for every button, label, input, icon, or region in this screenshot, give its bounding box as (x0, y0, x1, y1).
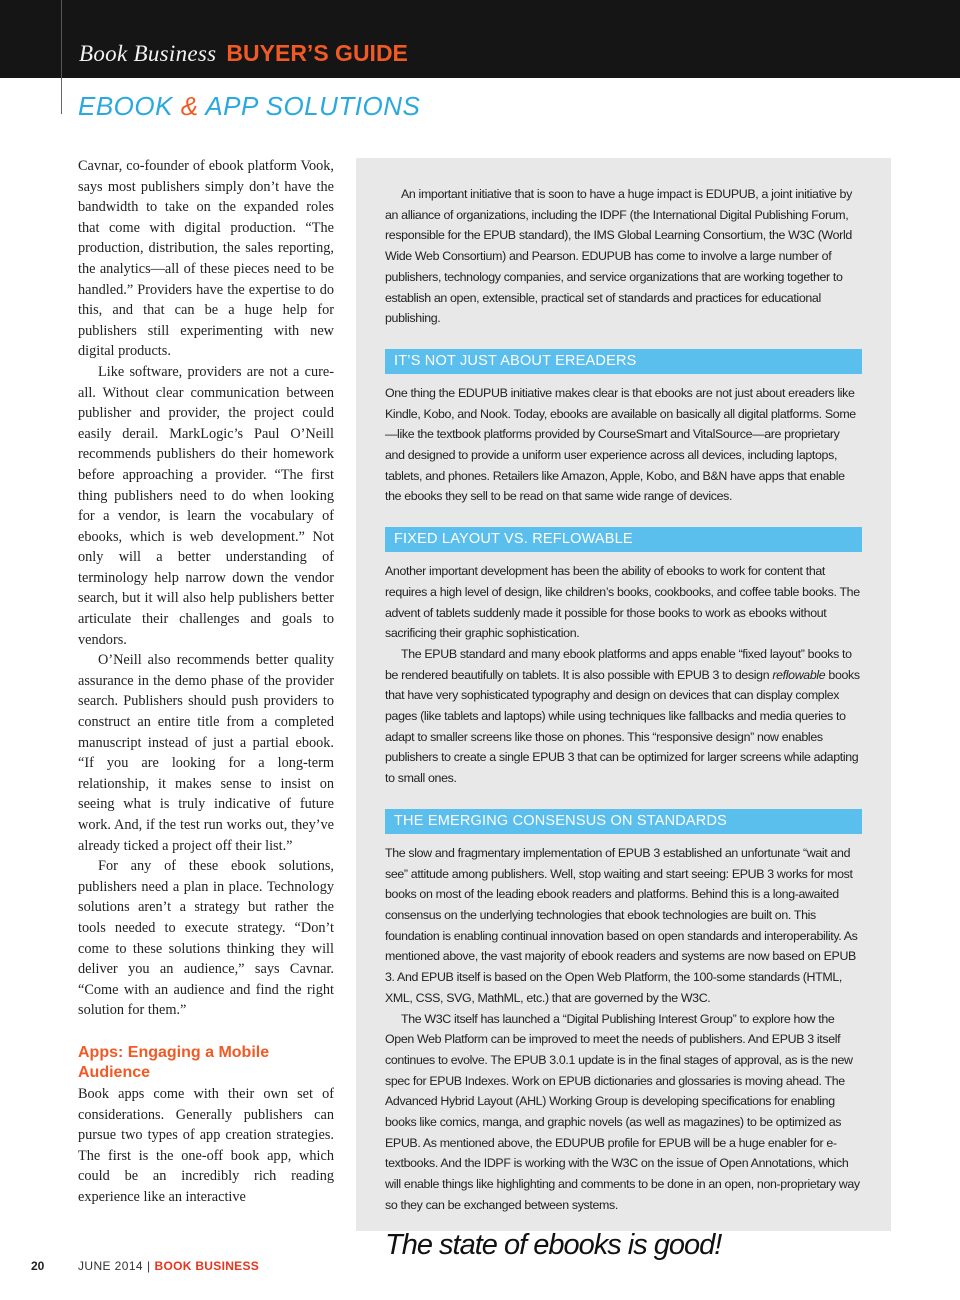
sidebar-heading-standards: THE EMERGING CONSENSUS ON STANDARDS (385, 809, 862, 834)
buyers-guide-label: BUYER’S GUIDE (226, 40, 408, 66)
masthead (79, 38, 408, 72)
sidebar-closing-line: The state of ebooks is good! (385, 1228, 722, 1261)
sidebar-emphasis: reflowable (772, 667, 826, 682)
page-footer (0, 1258, 960, 1276)
article-paragraph: For any of these ebook solutions, publishers need a plan in place. Technology solutions aren’t a strategy but rather the tools needed to execute strategy. “Don’t come to these solutions thinking they will deliver you an audience,” says Cavnar. “Come with an audience and find the right solution for them.” (78, 858, 334, 1019)
edupub-sidebar (356, 158, 891, 1261)
sidebar-heading-fixed-layout: FIXED LAYOUT VS. REFLOWABLE (385, 527, 862, 552)
sidebar-paragraph: One thing the EDUPUB initiative makes clear is that ebooks are not just about ereaders like Kindle, Kobo, and Nook. Today, ebooks are available on basically all digital platforms. Some—like the textbook platforms provided by CourseSmart and VitalSource—are proprietary and designed to provide a uniform user experience across all devices, including laptops, tablets, and phones. Retailers like Amazon, Apple, Kobo, and B&N have apps that enable the ebooks they sell to be read on that same wide range of devices. (385, 385, 856, 504)
article-paragraph: Book apps come with their own set of considerations. Generally publishers can pursue two types of app creation strategies. The first is the one-off book app, which could be an incredibly rich reading experience like an interactive (78, 1085, 334, 1205)
footer-brand: BOOK BUSINESS (154, 1259, 260, 1273)
sidebar-paragraph: The W3C itself has launched a “Digital Publishing Interest Group” to explore how the Open Web Platform can be improved to meet the needs of publishers. And EPUB 3 itself continues to evolve. The EPUB 3.0.1 update is in the final stages of approval, as is the new spec for EPUB Indexes. Work on EPUB dictionaries and glossaries is moving ahead. The Advanced Hybrid Layout (AHL) Working Group is developing specifications for enabling books like comics, manga, and graphic novels (as well as magazines) to be optimized as EPUB. As mentioned above, the EDUPUB profile for EPUB will be a huge enabler for e-textbooks. And the IDPF is working with the W3C on the issue of Open Annotations, which will enable things like highlighting and comments to be done in an open, non-proprietary way so they can be exchanged between systems. (385, 1011, 860, 1212)
article-paragraph: Cavnar, co-founder of ebook platform Vook, says most publishers simply don’t have the bandwidth to take on the expanded roles that come with digital production. “The production, distribution, the sales reporting, the analytics—all of these pieces need to be handled.” Providers have the expertise to do this, and that can be a huge help for publishers still experimenting with new digital products. (78, 158, 334, 360)
sidebar-paragraph: The slow and fragmentary implementation of EPUB 3 established an unfortunate “wait and see” attitude among publishers. Well, stop waiting and start seeing: EPUB 3 works for most books on most of the leading ebook readers and platforms. Behind this is a long-awaited consensus on the underlying technologies that ebook technologies are built on. This foundation is enabling continual innovation based on open standards and interoperability. As mentioned above, the vast majority of ebook readers and systems are now based on EPUB 3. And EPUB itself is based on the Open Web Platform, the 100-some standards (HTML, XML, CSS, SVG, MathML, etc.) that are governed by the W3C. (385, 845, 858, 1005)
sidebar-text: The EPUB standard and many ebook platforms and apps enable “fixed layout” books to be rendered beautifully on tablets. It is also possible with EPUB 3 to design (385, 646, 852, 682)
apps-subheading: Apps: Engaging a Mobile Audience (78, 1043, 270, 1081)
sidebar-heading-ereaders: IT’S NOT JUST ABOUT EREADERS (385, 349, 862, 374)
section-title-ampersand: & (180, 91, 199, 121)
section-rule (61, 78, 62, 114)
section-title (78, 90, 420, 122)
article-paragraph: O’Neill also recommends better quality assurance in the demo phase of the provider search. Publishers should push providers to construct an entire title from a completed manuscript instead of just a partial ebook. “If you are looking for a long-term relationship, it makes sense to insist on seeing what is truly indicative of future work. And, if the test run works out, they’ve already ticked a project off their list.” (78, 652, 334, 854)
footer-separator: | (146, 1259, 151, 1273)
sidebar-intro: An important initiative that is soon to have a huge impact is EDUPUB, a joint initiative by an alliance of organizations, including the IDPF (the International Digital Publishing Forum, responsible for the EPUB standard), the IMS Global Learning Consortium, the W3C (World Wide Web Consortium) and Pearson. EDUPUB has come to involve a large number of publishers, technology companies, and service organizations that are working together to establish an open, extensible, practical set of standards and practices for educational publishing. (385, 187, 852, 326)
sidebar-text: books that have very sophisticated typography and design on devices that can display complex pages (like tablets and laptops) while using techniques like fallbacks and media queries to adapt to smaller screens like those on phones. This “responsive design” now enables publishers to create a single EPUB 3 that can be optimized for larger screens while adapting to small ones. (385, 667, 860, 786)
sidebar-paragraph: Another important development has been the ability of ebooks to work for content that requires a high level of design, like children’s books, cookbooks, and coffee table books. The advent of tablets suddenly made it possible for those books to work as ebooks without sacrificing their graphic sophistication. (385, 564, 860, 641)
publication-name: Book Business (79, 41, 217, 66)
article-left-column (78, 156, 334, 1208)
section-title-part1: EBOOK (78, 91, 173, 121)
masthead-rule (61, 0, 62, 78)
article-paragraph: Like software, providers are not a cure-all. Without clear communication between publisher and provider, the project could easily derail. MarkLogic’s Paul O’Neill recommends publishers do their homework before approaching a provider. “The first thing publishers need to do when looking for a vendor, is learn the vocabulary of ebooks, which is web development.” Not only will a better understanding of terminology help narrow down the vendor search, but it will also help publishers better articulate their challenges and goals to vendors. (78, 363, 334, 648)
section-title-part2: APP SOLUTIONS (205, 91, 421, 121)
sidebar-paragraph (385, 644, 862, 789)
page-number: 20 (31, 1259, 45, 1273)
footer-issue (78, 1258, 259, 1274)
issue-date: JUNE 2014 (78, 1259, 143, 1273)
